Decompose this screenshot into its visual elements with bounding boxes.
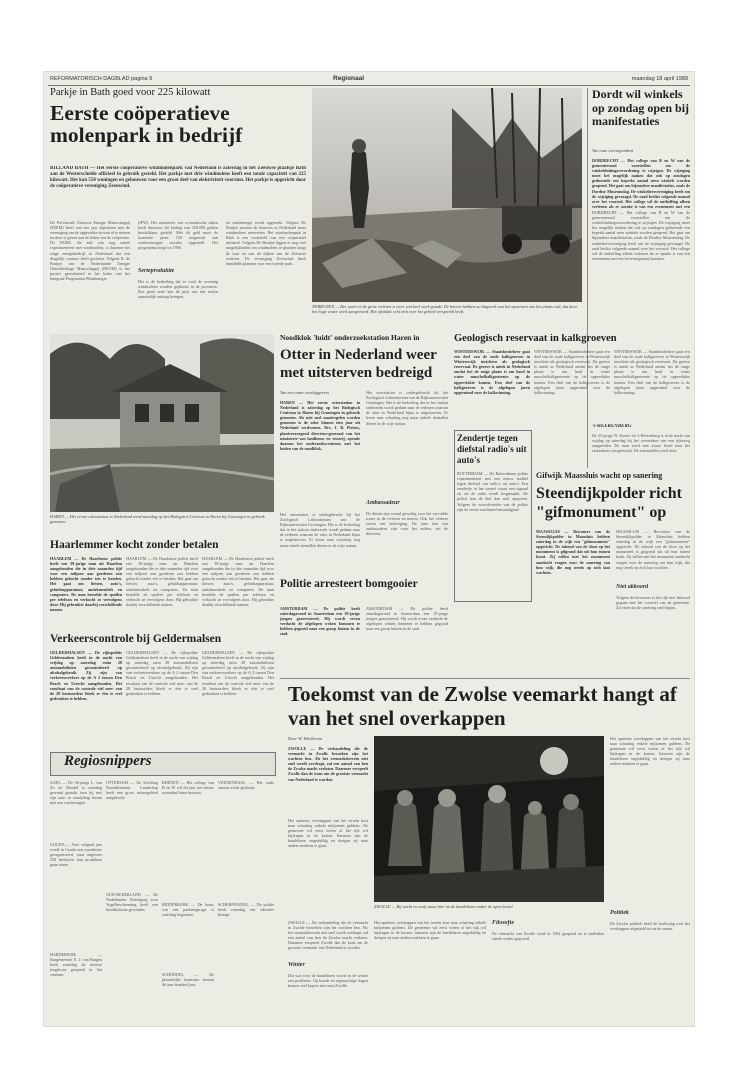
a1-headline: Eerste coöperatieve molenpark in bedrijf — [50, 102, 243, 147]
verkeer-headline: Verkeerscontrole bij Geldermalsen — [50, 634, 222, 645]
snipper-harderwijk: HARDERWIJK — Burgemeester E. J. van Burgen heeft zaterdag de nieuwe jeugdsoos geopend in het centrum. — [50, 952, 102, 978]
snipper-oud-beijerland: OUD-BEIJERLAND — De Nederlandse Vereniging voor Vogelbescherming heeft een broedkolonie gevonden. — [106, 892, 158, 913]
header-left: REFORMATORISCH DAGBLAD pagina 9 — [50, 76, 153, 82]
otter-subhead: Ambassadeur — [366, 500, 400, 506]
gifwijk-body1-col2: MAASSLUIS — Bewoners van de Steendijkpolder in Maassluis hebben zaterdag in de wijk een "gifmonument" opgericht. De inhoud van de sloot op het monument is gifgrond dat uit hun tuinen komt. Zij willen met het monument aandacht vragen voor de sanering van hun wijk, die nog steeds op zich laat wachten. — [616, 529, 690, 570]
dordt-body: DORDRECHT — Het college van B en W van de gemeenteraad voorstellen om de winkelsluitingsverordening te wijzigen. De wijziging moet het mogelijk maken dat ook op zondagen gedurende een beperkt aantal uren winkels worden geopend. Het gaat om bijzondere manifestaties, zoals de Dordtse Museumdag. De winkeliersvereniging heeft om de wijziging gevraagd. De raad beslist volgende maand over het voorstel. Het college wil de ontheffing alleen verlenen als er sprake is van een evenement met een bovenregionaal karakter. — [592, 210, 690, 261]
politie-body-col2: AMSTERDAM — De politie heeft zaterdagavond in Amsterdam een 19-jarige jongen gearresteerd. Hij wordt ervan verdacht de afgelopen weken bommen te hebben gegooid naar een groep huizen in de stad. — [366, 606, 448, 632]
snipper-gouda: GOUDA — Voor volgend jaar wordt in Gouda een woonbeurs georganiseerd, waar ongeveer 250 bedrijven hun produkten gaan tonen. — [50, 842, 102, 868]
zwolle-body4: De veemarkt van Zwolle werd in 1962 geopend en is sindsdien steeds verder gegroeid. — [492, 931, 604, 942]
gifwijk-headline: Steendijkpolder richt "gifmonument" op — [536, 485, 682, 521]
snipper-scherpenzeel: SCHERPENZEEL — De politie heeft zaterdag een inbreker betrapt. — [218, 902, 274, 918]
zwolle-photo-caption: ZWOLLE — Bij nacht en ontij staan hier nu de handelaren onder de open hemel. — [374, 904, 514, 909]
a1-lead: RILLAND BATH — Het eerste coöperatieve windmolenpark van Nederland is zaterdag in het Zeeuwse plaatsje Bath aan de Westerschelde officieel in gebruik gesteld. Het parkje met drie windmolens heeft een totale capaciteit van 225 kilowatt. Het kan 550 woningen en gebouwen voor een groot deel van elektriciteit voorzien. Het parkje is opgericht door de coöperatieve vereniging Zeeuwind. — [50, 166, 306, 189]
politie-body: AMSTERDAM — De politie heeft zaterdagavond in Amsterdam een 19-jarige jongen gearresteerd. Hij wordt ervan verdacht de afgelopen weken bommen te hebben gegooid naar een groep huizen in de stad. — [280, 606, 360, 637]
section-rule — [280, 678, 690, 679]
gifwijk-subhead: Niet akkoord — [616, 584, 649, 590]
otter-byline: Van een onzer verslaggevers — [280, 390, 330, 395]
zwolle-subhead-politiek: Politiek — [610, 910, 629, 916]
politie-headline: Politie arresteert bomgooier — [280, 578, 418, 590]
page-header — [48, 75, 690, 86]
dordt-byline: Van onze correspondent — [592, 148, 634, 153]
verkeer-body-col2: GELDERMALSEN — De rijkspolitie Geldermalsen heeft in de nacht van vrijdag op zaterdag ruim 28 automobilisten gecontroleerd op alcoholgebruik. Zij zijn van verkeerswerkers op de A 2 tussen Den Bosch en Utrecht aangehouden. Het resultaat van de controle viel mee: van de 28 bestuurders bleek er één te veel gedronken te hebben. — [126, 650, 198, 696]
dordt-headline: Dordt wil winkels op zondag open bij manifestaties — [592, 88, 690, 128]
snipper-veenendaal: VEENENDAAL — Het oude station wordt gesloopt. — [218, 780, 274, 791]
kalk-headline: Geologisch reservaat in kalkgroeven — [454, 334, 617, 344]
dordt-lead: DORDRECHT — Het college van B en W van de gemeenteraad voorstellen om de winkelsluitingsverordening te wijzigen. De wijziging moet het mogelijk maken dat ook op zondagen gedurende een beperkt aantal uren winkels worden geopend. Het gaat om bijzondere manifestaties, zoals de Dordtse Museumdag. De winkeliersvereniging heeft om de wijziging gevraagd. De raad beslist volgende maand over het voorstel. Het college wil de ontheffing alleen verlenen als er sprake is van een evenement met een — [592, 158, 690, 208]
haarlem-body: HAARLEM — De Haarlemse politie heeft een 39-jarige man uit Haarlem aangehouden die in drie maanden tijd voor een miljoen aan goederen zou hebben gekocht zonder iets te betalen. Het gaat om fietsen, auto's, geluidsapparatuur, antiekmeubels en computers. De man bestelde de spullen per telefoon en verkocht ze vervolgens door. Hij gebruikte daarbij verschillende namen. — [50, 556, 122, 612]
zendertje-body: ROTTERDAM — De Rotterdamse politie experimenteert met een nieuw middel tegen diefstal van radio's uit auto's. Een zendertje in het toestel stuurt een signaal uit als de radio wordt losgemaakt. De politie kan de dief dan snel opsporen. Volgens de woordvoerder van de politie zijn de eerste resultaten bemoedigend. — [457, 471, 528, 512]
zwolle-photo — [374, 736, 604, 902]
header-right: maandag 18 april 1988 — [631, 76, 688, 82]
snipper-ridderkerk: RIDDERKERK — De bouw van een parkeergarage is zaterdag begonnen. — [162, 902, 214, 918]
haren-photo — [50, 334, 274, 512]
zendertje-headline: Zendertje tegen diefstal radio's uit auto's — [457, 433, 527, 465]
a1-col2b: Het is de bedoeling dat er rond de zeventig windmolens worden geplaatst in de provincie. Een grote serie kan de prijs van een molen aanzienlijk omlaag brengen. — [138, 279, 218, 300]
newspaper-page — [44, 72, 694, 1026]
otter-body2b: Het otterstation is ondergebracht bij het Zoölogisch Laboratorium van de Rijksuniversiteit Groningen. Het is de bedoeling dat in het station onderzoek wordt gedaan naar de redenen waarom de otter in Nederland bijna is uitgestorven. Er leven naar schatting nog maar enkele tientallen dieren in de vrije natuur. — [366, 390, 448, 426]
verkeer-body: GELDERMALSEN — De rijkspolitie Geldermalsen heeft in de nacht van vrijdag op zaterdag ruim 28 automobilisten gecontroleerd op alcoholgebruik. Zij zijn van verkeerswerkers op de A 2 tussen Den Bosch en Utrecht aangehouden. Het resultaat van de controle viel mee: van de 28 bestuurders bleek er één te veel gedronken te hebben. — [50, 650, 122, 701]
zwolle-subhead-winter: Winter — [288, 962, 305, 968]
a1-subhead: Serieproduktie — [138, 268, 175, 274]
haarlem-body-col3: HAARLEM — De Haarlemse politie heeft een 39-jarige man uit Haarlem aangehouden die in drie maanden tijd voor een miljoen aan goederen zou hebben gekocht zonder iets te betalen. Het gaat om fietsen, auto's, geluidsapparatuur, antiekmeubels en computers. De man bestelde de spullen per telefoon en verkocht ze vervolgens door. Hij gebruikte daarbij verschillende namen. — [202, 556, 274, 607]
zwolle-subhead-filosofie: Filosofie — [492, 920, 514, 926]
a1-col3: en windenergie wordt opgewekt. Volgens De Bruijne moeten de bouwers in Nederland meer windmolens neerzetten. Het windmolenpark in Bath is een voorbeeld van een coöperatief initiatief. Volgens De Bruijne liggen er nog veel mogelijkheden om windmolens te plaatsen langs de kust en aan de dijken van de Zeeuwse wateren. De vereniging Zeeuwind heeft inmiddels plannen voor een tweede park. — [226, 220, 306, 266]
flood-photo — [312, 88, 582, 302]
zwolle-body2-cont: ZWOLLE — De verhandeling die de veemarkt in Zwolle bezoeken zijn het wachten beu. Als het veemarktterrein niet snel wordt overkapt, zal een aantal van hen de Zwolse markt verlaten. Daarmee verspeelt Zwolle dan de kans om de grootste veemarkt van Nederland te worden. — [288, 920, 368, 951]
zwolle-body2: Het opnieuw overkappen van het terrein kost naar schatting enkele miljoenen guldens. De gemeente wil eerst weten of het rijk wil bijdragen in de kosten. Intussen zijn de handelaren ongeduldig en dreigen zij naar andere markten te gaan. — [288, 818, 368, 849]
zwolle-body3: Dat was voor de handelaren vooral in de winter een probleem. Op koude en regenachtige dagen komen veel kopers niet naar Zwolle. — [288, 973, 368, 989]
flood-photo-caption: NEBRUNEN — Het water in de grote rivieren is weer wat heel sterk gezakt. De boeren hebben nu dagwerk aan het opruimen van het plaats vuil, dat door het hoge water werd aangevoerd. Het afvaldat echt zich over het gebied verspreidt heeft. — [312, 304, 578, 315]
kalk-body-col2: WINTERSWIJK — Staatsbosbeheer gaat een deel van de oude kalkgroeven in Winterswijk inrichten als geologisch reservaat. De groeve is uniek in Nederland omdat het de enige plaats is om hard in water muschelkalkgesteente op de oppervlakte komen. Een deel van de kalkgroeven is de afgelopen jaren opgeruimd voor de kalkwinning. — [534, 349, 610, 395]
a1-col2: (IPW). Het ministerie van economische zaken heeft daarvoor dit bedrag van 350.000 gulden beschikbaar gesteld. Met dit geld moet de komende jaren 150 megawatt aan windvermogen worden opgesteld. Het programma loopt tot 1990. — [138, 220, 218, 251]
snipper-ottersum: OTTERSUM — De Stichting Noordbrabants Landschap heeft een groot natuurgebied aangekocht. — [106, 780, 158, 801]
otter-body2: Het otterstation is ondergebracht bij het Zoölogisch Laboratorium van de Rijksuniversiteit Groningen. Het is de bedoeling dat in het station onderzoek wordt gedaan naar de redenen waarom de otter in Nederland bijna is uitgestorven. Er leven naar schatting nog maar enkele tientallen dieren in de vrije natuur. — [280, 512, 360, 548]
otter-body3: De dieren zijn vooral gevoelig voor het vervuilde water in de rivieren en meren. Ook het verkeer vormt een bedreiging. De otter kan een ambassadeur zijn voor het milieu, zei de directeur. — [366, 511, 448, 537]
zwolle-col-right: Het opnieuw overkappen van het terrein kost naar schatting enkele miljoenen guldens. De gemeente wil eerst weten of het rijk wil bijdragen in de kosten. Intussen zijn de handelaren ongeduldig en dreigen zij naar andere markten te gaan. — [610, 736, 690, 767]
gifwijk-body2: Volgens de bewoners is het rijk niet akkoord gegaan met het voorstel van de gemeente. Zij eisen dat de sanering snel begint. — [616, 595, 690, 611]
a1-kicker: Parkje in Bath goed voor 225 kilowatt — [50, 88, 211, 98]
flood-photo-image — [312, 88, 582, 302]
haarlem-body-col2: HAARLEM — De Haarlemse politie heeft een 39-jarige man uit Haarlem aangehouden die in drie maanden tijd voor een miljoen aan goederen zou hebben gekocht zonder iets te betalen. Het gaat om fietsen, auto's, geluidsapparatuur, antiekmeubels en computers. De man bestelde de spullen per telefoon en verkocht ze vervolgens door. Hij gebruikte daarbij verschillende namen. — [126, 556, 198, 607]
dordt-body2: De 23-jarige W. Kuster uit 's-Heerenberg is in de nacht van vrijdag op zaterdag bij het oversteken van een rijksweg aangereden. De man werd met zwaar letsel naar het ziekenhuis overgebracht. De automobilist reed door. — [592, 433, 690, 454]
verkeer-body-col3: GELDERMALSEN — De rijkspolitie Geldermalsen heeft in de nacht van vrijdag op zaterdag ruim 28 automobilisten gecontroleerd op alcoholgebruik. Zij zijn van verkeerswerkers op de A 2 tussen Den Bosch en Utrecht aangehouden. Het resultaat van de controle viel mee: van de 28 bestuurders bleek er één te veel gedronken te hebben. — [202, 650, 274, 696]
dordt-subhead: 's-HEERENBERG — [592, 424, 632, 429]
regiosnippers-title: Regiosnippers — [64, 754, 152, 769]
zwolle-body1: ZWOLLE — De verhandeling die de veemarkt in Zwolle bezoeken zijn het wachten beu. Als het veemarktterrein niet snel wordt overkapt, zal een aantal van hen de Zwolse markt verlaten. Daarmee verspeelt Zwolle dan de kans om de grootste veemarkt van Nederland te worden. — [288, 746, 368, 782]
haren-photo-caption: HAREN — Het eerste otterstation in Nederland werd zaterdag op het Biologisch Centrum in Haren bij Groningen in gebruik genomen. — [50, 514, 265, 525]
kalk-body: WINTERSWIJK — Staatsbosbeheer gaat een deel van de oude kalkgroeven in Winterswijk inrichten als geologisch reservaat. De groeve is uniek in Nederland omdat het de enige plaats is om hard in water muschelkalkgesteente op de oppervlakte komen. Een deel van de kalkgroeven is de afgelopen jaren opgeruimd voor de kalkwinning. — [454, 349, 530, 395]
zwolle-body5: De Zwolse politiek heeft de beslissing over het overkappen uitgesteld tot na de zomer. — [610, 921, 690, 932]
otter-body1: HAREN — Het eerste otterstation in Nederland is zaterdag op het Biologisch Centrum in Haren bij Groningen in gebruik genomen. Als niet snel maatregelen worden genomen is de otter binnen tien jaar uit Nederland verdwenen. Drs. J. B. Pieters, plantverzorgend directeur-generaal van het ministerie van landbouw en visserij, opende daarom het onderzoekscentrum met het luiden van de noodklok. — [280, 400, 360, 451]
a1-col1: De Provinciale Zeeuwse Energie Maatschappij (PZEM) heeft van een jaar afgesloten met de vereniging om de opgewekte stroom af te nemen en door te geven aan de leden van de coöperatie. De PZEM, die zelf ook nog steeds experimenteert met windmolens, is daarmee het enige energiebedrijf in Nederland dat een dergelijk contract heeft gesloten. Volgens R. de Bruijne van de Nederlandse Energie Ontwikkelings Maatschappij (NEOM) is het project gerealiseerd in het kader van het Integraal Programma Windenergie. — [50, 220, 130, 282]
gifwijk-kicker: Gifwijk Maassluis wacht op sanering — [536, 472, 663, 480]
zwolle-byline: Door W. Eikelboom — [288, 736, 322, 741]
zwolle-photo-image — [374, 736, 604, 902]
snipper-rhenen: RHENEN — Het college van B en W wil dit jaar een nieuw zwembad laten bouwen. — [162, 780, 214, 796]
haren-photo-image — [50, 334, 274, 512]
otter-headline: Otter in Nederland weer met uitsterven bedreigd — [280, 347, 437, 381]
zwolle-body4a: Het opnieuw overkappen van het terrein kost naar schatting enkele miljoenen guldens. De gemeente wil eerst weten of het rijk wil bijdragen in de kosten. Intussen zijn de handelaren ongeduldig en dreigen zij naar andere markten te gaan. — [374, 920, 486, 941]
kalk-body-col3: WINTERSWIJK — Staatsbosbeheer gaat een deel van de oude kalkgroeven in Winterswijk inrichten als geologisch reservaat. De groeve is uniek in Nederland omdat het de enige plaats is om hard in water muschelkalkgesteente op de oppervlakte komen. Een deel van de kalkgroeven is de afgelopen jaren opgeruimd voor de kalkwinning. — [614, 349, 690, 395]
snipper-axel: AXEL — De 56-jarige L. van Zo uit Sluiskil is zaterdag gewond geraakt toen hij met zijn auto in aanrijding kwam met een vrachtwagen. — [50, 780, 102, 806]
haarlem-headline: Haarlemmer kocht zonder betalen — [50, 540, 219, 551]
zwolle-headline: Toekomst van de Zwolse veemarkt hangt af van het snel overkappen — [288, 682, 677, 730]
otter-kicker: Noodklok 'luidt' onderzoekstation Haren in — [280, 334, 420, 342]
gifwijk-body1: MAASSLUIS — Bewoners van de Steendijkpolder in Maassluis hebben zaterdag in de wijk een "gifmonument" opgericht. De inhoud van de sloot op het monument is gifgrond dat uit hun tuinen komt. Zij willen met het monument aandacht vragen voor de sanering van hun wijk, die nog steeds op zich laat wachten. — [536, 529, 610, 575]
header-center: Regionaal — [333, 75, 365, 82]
snipper-schijndel: SCHIJNDEL — De plaatselijke harmonie bestaat dit jaar honderd jaar. — [162, 972, 214, 988]
